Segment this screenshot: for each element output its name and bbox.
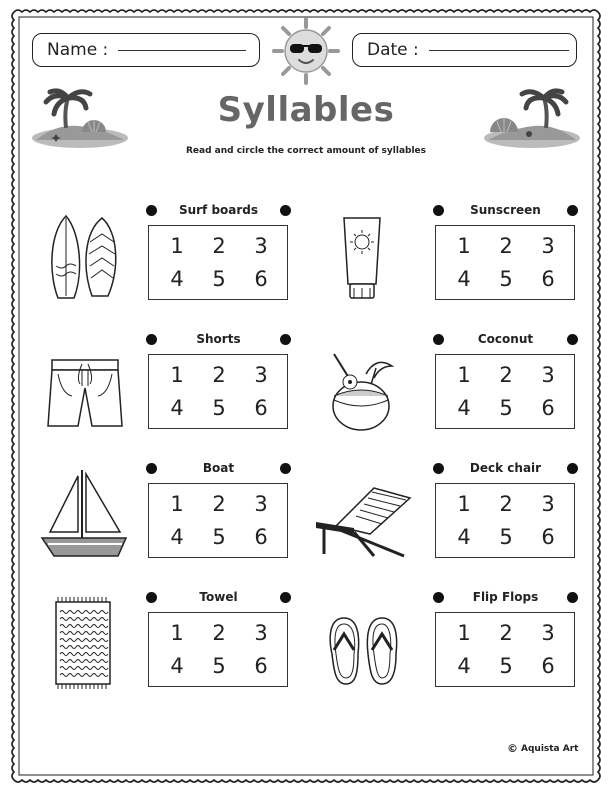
date-write-line: [429, 50, 569, 51]
syllable-choice-6[interactable]: 6: [541, 267, 555, 291]
name-write-line: [118, 50, 246, 51]
word-label: [146, 329, 291, 349]
syllable-choice-box: [435, 354, 575, 429]
copyright-icon: ©: [507, 742, 518, 755]
towel-icon: [50, 596, 116, 690]
syllable-choice-4[interactable]: 4: [170, 525, 184, 549]
syllable-choice-3[interactable]: 3: [254, 621, 268, 645]
syllable-choice-1[interactable]: 1: [457, 492, 471, 516]
syllable-choice-5[interactable]: 5: [212, 267, 226, 291]
syllable-choice-1[interactable]: 1: [170, 363, 184, 387]
name-field[interactable]: [32, 33, 260, 67]
word-text: Shorts: [196, 332, 241, 346]
bullet-dot-icon: [567, 334, 578, 345]
syllable-choice-6[interactable]: 6: [254, 396, 268, 420]
syllable-choice-3[interactable]: 3: [541, 363, 555, 387]
syllable-choice-5[interactable]: 5: [212, 396, 226, 420]
name-label: Name :: [47, 40, 109, 60]
word-label: [433, 200, 578, 220]
word-text: Coconut: [477, 332, 534, 346]
syllable-choice-box: [148, 225, 288, 300]
syllable-choice-2[interactable]: 2: [499, 234, 513, 258]
word-label: [433, 587, 578, 607]
bullet-dot-icon: [146, 205, 157, 216]
shorts-icon: [46, 356, 124, 430]
syllable-choice-box: [148, 612, 288, 687]
bullet-dot-icon: [146, 463, 157, 474]
bullet-dot-icon: [146, 334, 157, 345]
credit-text: Aquista Art: [521, 743, 579, 754]
syllable-choice-3[interactable]: 3: [541, 621, 555, 645]
sailboat-icon: [40, 466, 128, 562]
syllable-choice-4[interactable]: 4: [457, 654, 471, 678]
bullet-dot-icon: [433, 592, 444, 603]
bullet-dot-icon: [146, 592, 157, 603]
syllable-choice-5[interactable]: 5: [212, 525, 226, 549]
syllable-choice-5[interactable]: 5: [499, 267, 513, 291]
bullet-dot-icon: [433, 463, 444, 474]
bullet-dot-icon: [280, 334, 291, 345]
word-label: [146, 200, 291, 220]
syllable-choice-1[interactable]: 1: [170, 492, 184, 516]
syllable-choice-3[interactable]: 3: [254, 234, 268, 258]
syllable-choice-6[interactable]: 6: [541, 396, 555, 420]
syllable-choice-4[interactable]: 4: [457, 267, 471, 291]
syllable-choice-6[interactable]: 6: [254, 654, 268, 678]
word-text: Surf boards: [178, 203, 259, 217]
flip-flops-icon: [326, 614, 400, 688]
syllable-choice-3[interactable]: 3: [541, 234, 555, 258]
word-label: [146, 587, 291, 607]
word-text: Sunscreen: [470, 203, 541, 217]
syllable-choice-box: [435, 225, 575, 300]
sunscreen-icon: [338, 214, 386, 302]
bullet-dot-icon: [280, 592, 291, 603]
word-text: Deck chair: [469, 461, 542, 475]
syllable-choice-box: [435, 483, 575, 558]
syllable-choice-3[interactable]: 3: [541, 492, 555, 516]
syllable-choice-4[interactable]: 4: [170, 396, 184, 420]
syllable-choice-4[interactable]: 4: [170, 267, 184, 291]
syllable-choice-2[interactable]: 2: [499, 363, 513, 387]
syllable-choice-2[interactable]: 2: [212, 492, 226, 516]
syllable-choice-5[interactable]: 5: [499, 525, 513, 549]
syllable-choice-6[interactable]: 6: [541, 654, 555, 678]
bullet-dot-icon: [280, 205, 291, 216]
syllable-choice-6[interactable]: 6: [541, 525, 555, 549]
bullet-dot-icon: [280, 463, 291, 474]
syllable-choice-4[interactable]: 4: [170, 654, 184, 678]
syllable-choice-box: [148, 483, 288, 558]
syllable-choice-1[interactable]: 1: [457, 234, 471, 258]
bullet-dot-icon: [567, 592, 578, 603]
syllable-choice-box: [435, 612, 575, 687]
date-label: Date :: [367, 40, 419, 60]
surfboards-icon: [44, 212, 124, 302]
syllable-choice-5[interactable]: 5: [212, 654, 226, 678]
bullet-dot-icon: [567, 463, 578, 474]
bullet-dot-icon: [567, 205, 578, 216]
syllable-choice-1[interactable]: 1: [457, 363, 471, 387]
syllable-choice-1[interactable]: 1: [170, 621, 184, 645]
deck-chair-icon: [314, 484, 412, 558]
syllable-choice-1[interactable]: 1: [170, 234, 184, 258]
syllable-choice-2[interactable]: 2: [212, 234, 226, 258]
syllable-choice-2[interactable]: 2: [499, 492, 513, 516]
syllable-choice-6[interactable]: 6: [254, 525, 268, 549]
syllable-choice-4[interactable]: 4: [457, 396, 471, 420]
syllable-choice-6[interactable]: 6: [254, 267, 268, 291]
word-text: Flip Flops: [472, 590, 539, 604]
syllable-choice-3[interactable]: 3: [254, 492, 268, 516]
worksheet-title: Syllables: [217, 90, 395, 130]
syllable-choice-2[interactable]: 2: [212, 363, 226, 387]
bullet-dot-icon: [433, 334, 444, 345]
word-text: Towel: [199, 590, 238, 604]
syllable-choice-5[interactable]: 5: [499, 396, 513, 420]
word-label: [146, 458, 291, 478]
syllable-choice-2[interactable]: 2: [212, 621, 226, 645]
word-label: [433, 329, 578, 349]
date-field[interactable]: [352, 33, 577, 67]
credit: [507, 742, 578, 755]
syllable-choice-2[interactable]: 2: [499, 621, 513, 645]
syllable-choice-3[interactable]: 3: [254, 363, 268, 387]
syllable-choice-4[interactable]: 4: [457, 525, 471, 549]
sun-sunglasses-icon: [270, 15, 342, 87]
coconut-drink-icon: [328, 352, 394, 432]
word-label: [433, 458, 578, 478]
bullet-dot-icon: [433, 205, 444, 216]
syllable-choice-box: [148, 354, 288, 429]
instructions: Read and circle the correct amount of syllables: [185, 146, 427, 156]
syllable-choice-5[interactable]: 5: [499, 654, 513, 678]
syllable-choice-1[interactable]: 1: [457, 621, 471, 645]
word-text: Boat: [202, 461, 235, 475]
